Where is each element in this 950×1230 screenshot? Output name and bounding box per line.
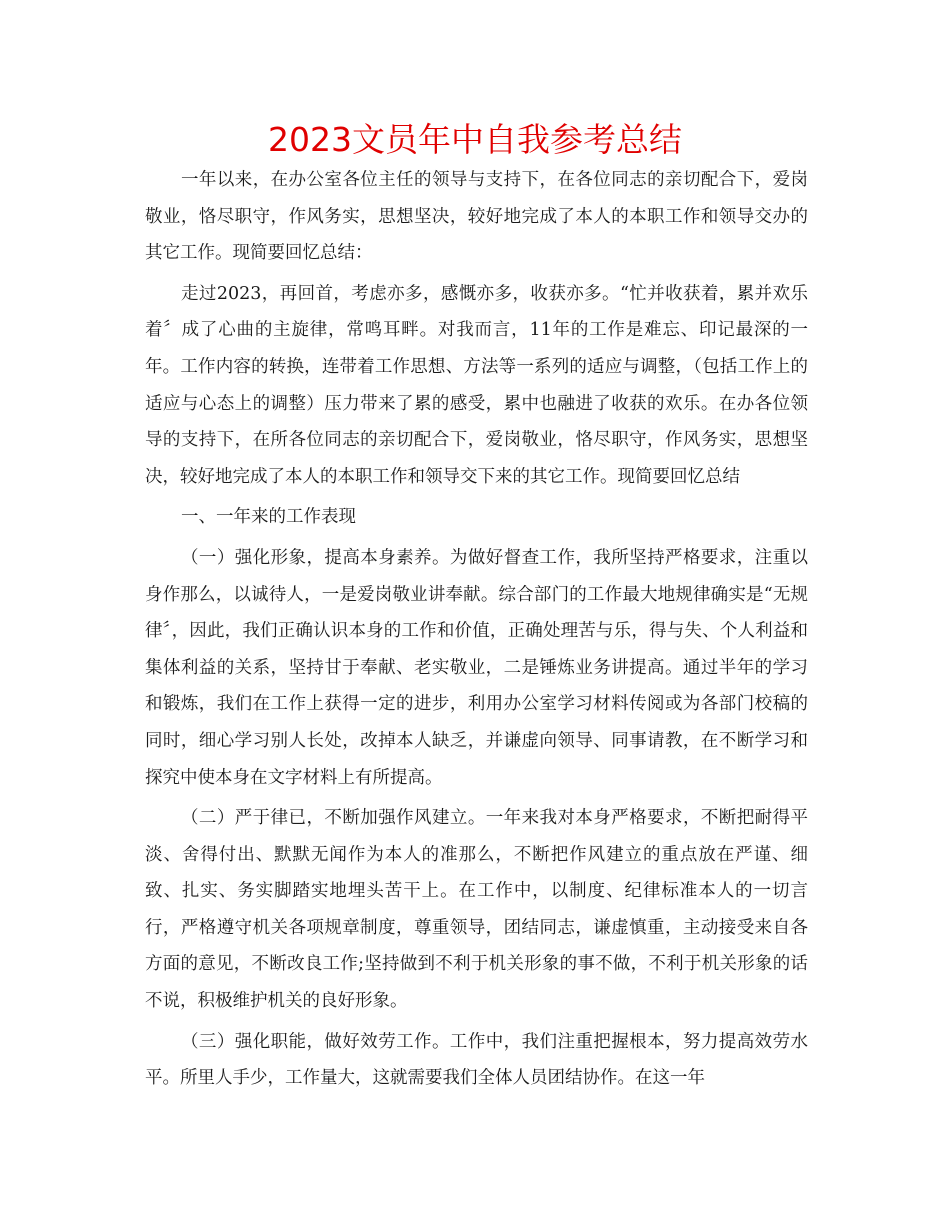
paragraph-review: 走过2023，再回首，考虑亦多，感慨亦多，收获亦多。“忙并收获着，累并欢乐着〞成了心曲的主旋律，常鸣耳畔。对我而言，11年的工作是难忘、印记最深的一年。工作内容的转换，连带着工作思想、方法等一系列的适应与调整，（包括工作上的适应与心态上的调整）压力带来了累的感受，累中也融进了收获的欢乐。在办各位领导的支持下，在所各位同志的亲切配合下，爱岗敬业，恪尽职守，作风务实，思想坚决，较好地完成了本人的本职工作和领导交下来的其它工作。现简要回忆总结 <box>145 283 808 487</box>
paragraph-item-2: （二）严于律已，不断加强作风建立。一年来我对本身严格要求，不断把耐得平淡、舍得付出、默默无闻作为本人的准那么，不断把作风建立的重点放在严谨、细致、扎实、务实脚踏实地埋头苦干上。在工作中，以制度、纪律标准本人的一切言行，严格遵守机关各项规章制度，尊重领导，团结同志，谦虚慎重，主动接受来自各方面的意见，不断改良工作;坚持做到不利于机关形象的事不做，不利于机关形象的话不说，积极维护机关的良好形象。 <box>145 808 808 1012</box>
section-heading: 一、一年来的工作表现 <box>181 507 356 528</box>
paragraph-item-3: （三）强化职能，做好效劳工作。工作中，我们注重把握根本，努力提高效劳水平。所里人手少，工作量大，这就需要我们全体人员团结协作。在这一年 <box>145 1031 808 1089</box>
paragraph-intro: 一年以来，在办公室各位主任的领导与支持下，在各位同志的亲切配合下，爱岗敬业，恪尽职守，作风务实，思想坚决，较好地完成了本人的本职工作和领导交办的其它工作。现简要回忆总结： <box>145 170 808 264</box>
document-body <box>145 162 808 1101</box>
paragraph-item-1: （一）强化形象，提高本身素养。为做好督查工作，我所坚持严格要求，注重以身作那么，以诚待人，一是爱岗敬业讲奉献。综合部门的工作最大地规律确实是“无规律〞，因此，我们正确认识本身的工作和价值，正确处理苦与乐，得与失、个人利益和集体利益的关系，坚持甘于奉献、老实敬业，二是锤炼业务讲提高。通过半年的学习和锻炼，我们在工作上获得一定的进步，利用办公室学习材料传阅或为各部门校稿的同时，细心学习别人长处，改掉本人缺乏，并谦虚向领导、同事请教，在不断学习和探究中使本身在文字材料上有所提高。 <box>145 547 808 788</box>
document-title: 2023文员年中自我参考总结 <box>268 120 682 159</box>
